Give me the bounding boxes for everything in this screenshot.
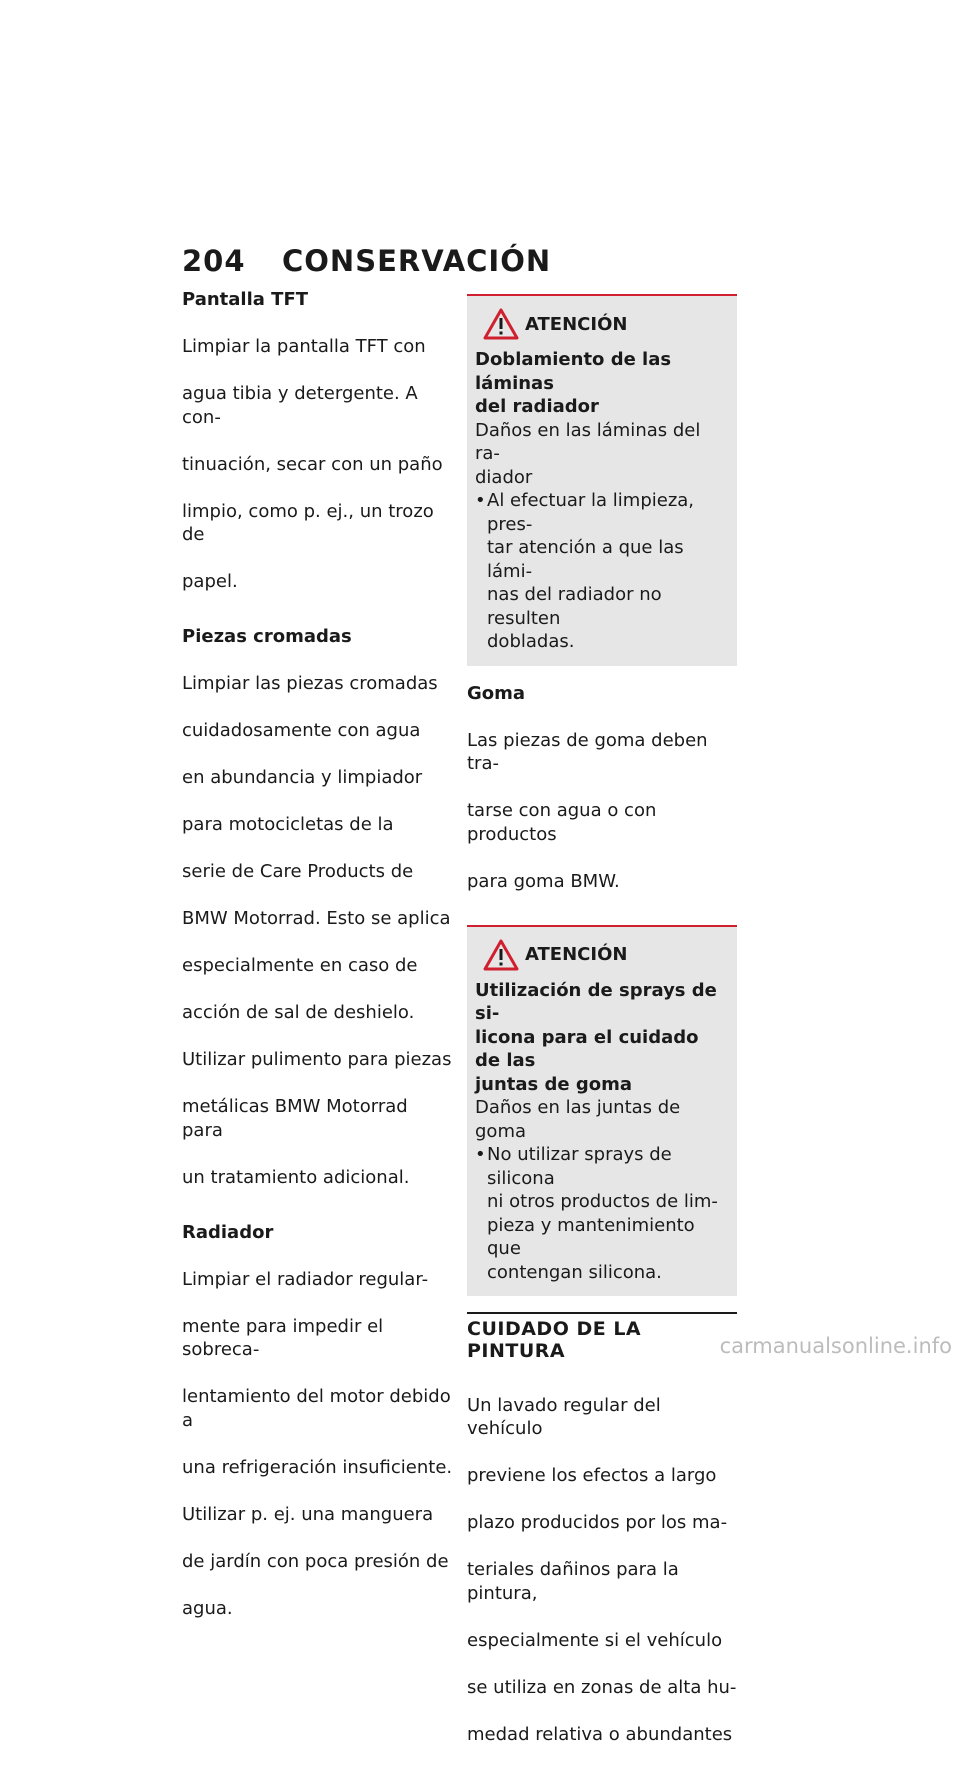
text-line: metálicas BMW Motorrad para — [182, 1096, 408, 1141]
text-line: un tratamiento adicional. — [182, 1166, 410, 1188]
bullet-text — [487, 489, 729, 654]
page-number: 204 — [182, 244, 246, 278]
warning-box-radiator — [467, 294, 737, 666]
text-line: tarse con agua o con productos — [467, 800, 657, 845]
text-line: Utilizar p. ej. una manguera — [182, 1503, 434, 1525]
text-line: previene los efectos a largo — [467, 1465, 717, 1486]
text-line: teriales dañinos para la pintura, — [467, 1559, 679, 1604]
text-line: Un lavado regular del vehículo — [467, 1394, 661, 1439]
text-line: Doblamiento de las láminas — [475, 349, 672, 394]
text-line: contengan silicona. — [487, 1261, 662, 1283]
text-line: Utilización de sprays de si- — [475, 979, 717, 1024]
text-line: mente para impedir el sobreca- — [182, 1315, 384, 1360]
text-line: serie de Care Products de — [182, 861, 414, 882]
text-line: Daños en las juntas de goma — [475, 1097, 681, 1142]
section-title-paint: CUIDADO DE LA PINTURA — [467, 1312, 737, 1362]
text-line: Limpiar las piezas cromadas — [182, 673, 438, 694]
text-line: del radiador — [475, 396, 599, 417]
warning-bullet — [475, 489, 729, 654]
text-line: pieza y mantenimiento que — [487, 1214, 695, 1259]
text-line: plazo producidos por los ma- — [467, 1512, 728, 1533]
text-line: diador — [475, 466, 533, 488]
warning-subtitle — [475, 979, 729, 1097]
text-line: medad relativa o abundantes — [467, 1723, 733, 1745]
paragraph-radiator — [182, 1244, 454, 1644]
text-line: se utiliza en zonas de alta hu- — [467, 1676, 737, 1698]
text-line: una refrigeración insuficiente. — [182, 1456, 453, 1478]
text-line: ni otros productos de lim- — [487, 1191, 718, 1212]
text-line: Utilizar pulimento para piezas — [182, 1049, 452, 1070]
section-title-goma: Goma — [467, 682, 526, 704]
text-line: Al efectuar la limpieza, pres- — [487, 490, 695, 535]
text-line: dobladas. — [487, 631, 575, 652]
text-line: agua. — [182, 1597, 233, 1619]
section-paint — [467, 1312, 737, 1770]
section-chrome — [182, 625, 454, 1213]
text-line: limpio, como p. ej., un trozo de — [182, 500, 434, 545]
warning-box-silicone — [467, 925, 737, 1297]
text-line: nas del radiador no resulten — [487, 584, 662, 629]
bullet-text — [487, 1143, 729, 1284]
text-line: cuidadosamente con agua — [182, 720, 421, 741]
section-goma — [467, 682, 737, 917]
paragraph-tft — [182, 312, 454, 618]
text-line: tinuación, secar con un paño — [182, 453, 443, 475]
bullet-icon: • — [475, 1144, 486, 1165]
warning-label: ATENCIÓN — [525, 944, 628, 965]
text-line: especialmente si el vehículo — [467, 1629, 723, 1651]
warning-label: ATENCIÓN — [525, 313, 628, 335]
bullet-icon: • — [475, 490, 486, 511]
text-line: Las piezas de goma deben tra- — [467, 729, 708, 774]
paragraph-goma — [467, 705, 737, 917]
watermark-link[interactable]: carmanualsonline.info — [719, 1334, 952, 1358]
text-line: Limpiar la pantalla TFT con — [182, 336, 426, 357]
warning-header — [483, 308, 729, 340]
page-header — [182, 244, 551, 278]
text-line: BMW Motorrad. Esto se aplica — [182, 908, 451, 929]
right-column — [467, 294, 737, 1778]
text-line: lentamiento del motor debido a — [182, 1386, 451, 1431]
text-line: papel. — [182, 571, 238, 592]
paragraph-chrome — [182, 649, 454, 1213]
section-title-tft: Pantalla TFT — [182, 289, 309, 310]
text-line: licona para el cuidado de las — [475, 1026, 699, 1071]
text-line: Daños en las láminas del ra- — [475, 419, 701, 464]
section-radiator — [182, 1221, 454, 1644]
warning-subtitle — [475, 348, 729, 419]
warning-text — [475, 1096, 729, 1143]
text-line: Limpiar el radiador regular- — [182, 1268, 429, 1290]
warning-text — [475, 419, 729, 490]
text-line: especialmente en caso de — [182, 955, 418, 976]
text-line: juntas de goma — [475, 1073, 633, 1095]
warning-triangle-icon — [483, 939, 519, 971]
section-title-chrome: Piezas cromadas — [182, 626, 352, 647]
text-line: en abundancia y limpiador — [182, 767, 423, 788]
text-line: de jardín con poca presión de — [182, 1550, 449, 1572]
warning-triangle-icon — [483, 308, 519, 340]
text-line: agua tibia y detergente. A con- — [182, 383, 418, 428]
text-line: No utilizar sprays de silicona — [487, 1144, 672, 1189]
text-line: acción de sal de deshielo. — [182, 1002, 415, 1023]
section-tft — [182, 288, 454, 617]
text-line: tar atención a que las lámi- — [487, 537, 684, 582]
paragraph-paint — [467, 1370, 737, 1770]
warning-bullet — [475, 1143, 729, 1284]
text-line: para goma BMW. — [467, 870, 620, 892]
warning-header — [483, 939, 729, 971]
chapter-title: CONSERVACIÓN — [282, 244, 552, 278]
left-column — [182, 288, 454, 1652]
text-line: para motocicletas de la — [182, 814, 394, 835]
section-title-radiator: Radiador — [182, 1221, 274, 1243]
